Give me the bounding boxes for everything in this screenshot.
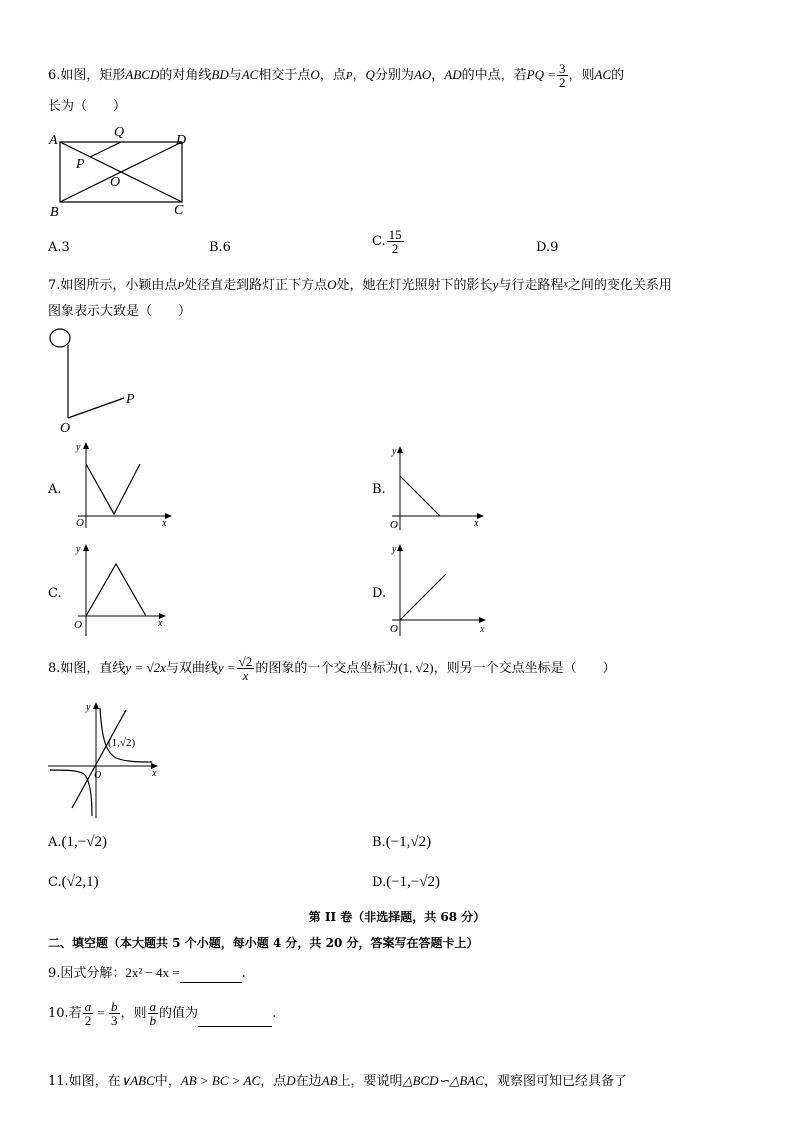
q7-option-a[interactable]: A. — [48, 482, 62, 497]
label-D: D — [176, 133, 187, 148]
q6-option-b[interactable]: B.6 — [209, 240, 231, 255]
svg-text:O: O — [60, 421, 71, 436]
svg-text:O: O — [390, 519, 398, 531]
svg-text:x: x — [152, 768, 157, 779]
q9-answer-blank[interactable] — [180, 968, 242, 983]
graph-b — [384, 444, 488, 534]
q6-line2: 长为（ ） — [48, 99, 127, 114]
q9: 9.因式分解：2x² − 4x = . — [48, 965, 246, 981]
svg-text:x: x — [162, 518, 167, 529]
q6-option-a[interactable]: A.3 — [48, 240, 70, 255]
q7-option-d[interactable]: D. — [372, 586, 387, 601]
svg-text:x: x — [158, 618, 163, 629]
part2-heading: 二、填空题（本大题共 5 个小题，每小题 4 分，共 20 分，答案写在答题卡上） — [48, 936, 479, 950]
svg-text:(1,√2): (1,√2) — [108, 737, 136, 749]
label-Q: Q — [114, 125, 125, 140]
q11-line1: 11.如图，在∨ABC中，AB > BC > AC，点D在边AB上，要说明△BCD∽△BAC，观察图可知已经具备了 — [48, 1073, 627, 1089]
q8-line1: 8.如图，直线y = √2x与双曲线y = $\frac{√2}{x}$ 的图象的一个交点坐标为(1, √2)，则另一个交点坐标是（ ） — [48, 654, 616, 683]
graph-a — [70, 440, 174, 534]
svg-text:y: y — [392, 446, 397, 457]
q8-option-a[interactable]: A.(1,−√2) — [48, 834, 107, 850]
svg-text:x: x — [474, 518, 479, 529]
svg-text:O: O — [74, 619, 82, 631]
label-B: B — [50, 205, 59, 220]
svg-text:y: y — [76, 442, 81, 453]
q10: 10.若 $\frac{a}{2}$ = $\frac{b}{3}$ ，则 $\frac{a}{b}$ 的值为 . — [48, 999, 277, 1028]
q7-option-c[interactable]: C. — [48, 586, 62, 601]
q7-line2: 图象表示大致是（ ） — [48, 304, 192, 319]
lamp-figure — [44, 326, 144, 436]
q8-option-c[interactable]: C.(√2,1) — [48, 874, 99, 890]
label-O: O — [110, 175, 121, 190]
svg-text:P: P — [126, 392, 135, 407]
section-title: 第 II 卷（非选择题，共 68 分） — [308, 910, 486, 924]
svg-text:O: O — [76, 517, 84, 529]
svg-text:O: O — [390, 623, 398, 635]
q7-option-b[interactable]: B. — [372, 482, 386, 497]
graph-c — [70, 542, 174, 638]
q8-option-b[interactable]: B.(−1,√2) — [372, 834, 432, 850]
q7-line1: 7.如图所示，小颖由点P处径直走到路灯正下方点O处，她在灯光照射下的影长y与行走路程$^x$之间的变化关系用 — [48, 277, 672, 293]
svg-text:y: y — [86, 702, 91, 713]
pq-fraction: $\frac{3}{2}$ — [559, 61, 566, 90]
svg-text:y: y — [392, 544, 397, 555]
label-C: C — [174, 203, 184, 218]
hyperbola-figure — [44, 700, 164, 820]
q6-line1: 6.如图，矩形ABCD的对角线BD与AC相交于点O，点P，Q分别为AO，AD的中点，若PQ = $\frac{3}{2}$ ，则AC的 — [48, 61, 625, 90]
label-P: P — [76, 157, 85, 172]
q8-option-d[interactable]: D.(−1,−√2) — [372, 874, 440, 890]
q6-option-d[interactable]: D.9 — [536, 240, 559, 255]
svg-text:O: O — [94, 770, 102, 781]
graph-d — [384, 542, 492, 638]
svg-text:x: x — [480, 624, 485, 635]
q6-option-c[interactable]: C. $\frac{15}{2}$ — [372, 227, 402, 256]
q10-answer-blank[interactable] — [198, 1012, 272, 1027]
label-A: A — [49, 133, 58, 148]
rectangle-figure — [44, 124, 204, 220]
svg-text:y: y — [76, 544, 81, 555]
